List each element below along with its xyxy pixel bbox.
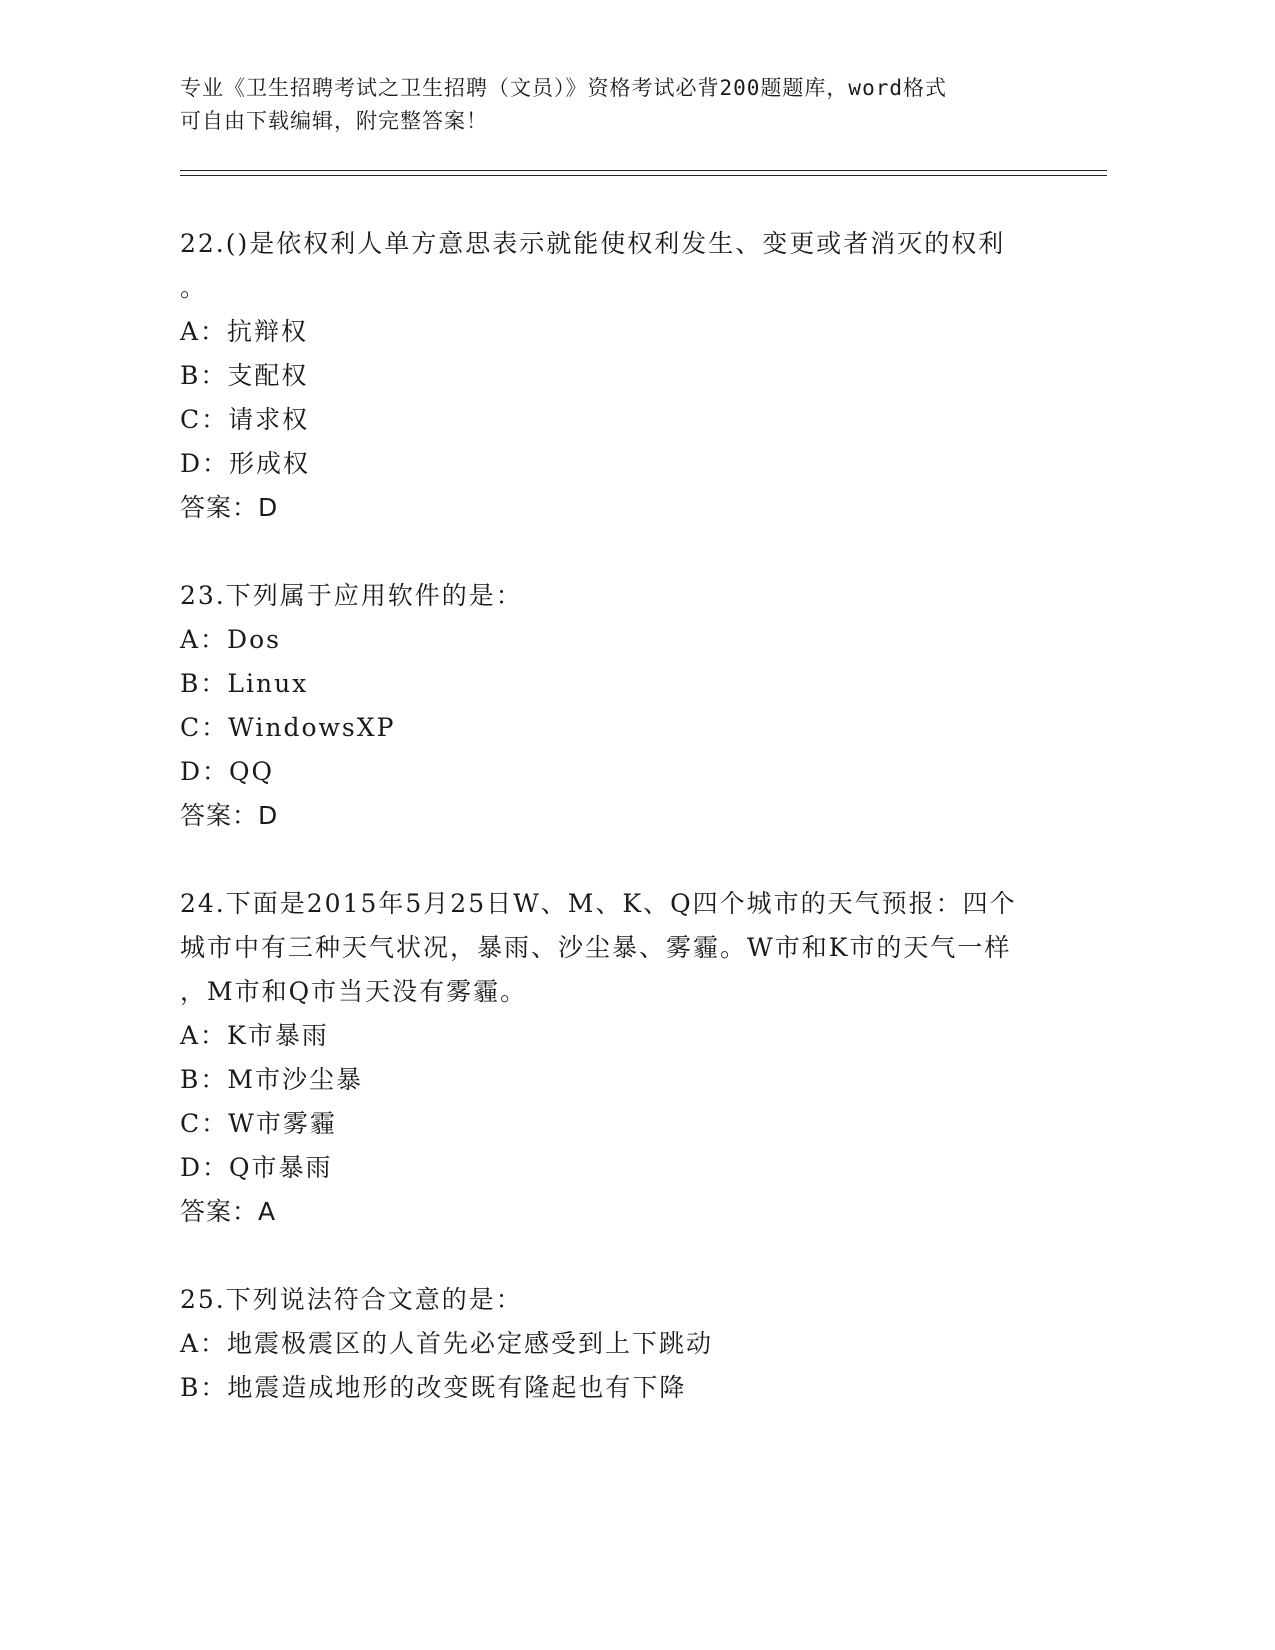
option-c: C：请求权	[180, 405, 310, 434]
option-a: A：Dos	[180, 625, 281, 654]
option-b: B：地震造成地形的改变既有隆起也有下降	[180, 1373, 687, 1402]
question-24	[180, 882, 1060, 1234]
option-c: C：W市雾霾	[180, 1109, 337, 1138]
header-line-1: 专业《卫生招聘考试之卫生招聘（文员）》资格考试必背200题题库，word格式	[180, 76, 947, 100]
question-23	[180, 574, 1060, 838]
option-d: D：形成权	[180, 449, 311, 478]
question-25	[180, 1278, 1060, 1410]
question-list	[180, 222, 1060, 1410]
header-rule-bottom	[180, 175, 1107, 176]
option-d: D：Q市暴雨	[180, 1153, 333, 1182]
spacer	[180, 530, 1060, 574]
option-b: B：M市沙尘暴	[180, 1065, 363, 1094]
spacer	[180, 1234, 1060, 1278]
option-a: A：抗辩权	[180, 317, 309, 346]
question-stem: 24.下面是2015年5月25日W、M、K、Q四个城市的天气预报：四个	[180, 889, 1017, 918]
option-a: A：K市暴雨	[180, 1021, 329, 1050]
option-a: A：地震极震区的人首先必定感受到上下跳动	[180, 1329, 714, 1358]
option-b: B：Linux	[180, 669, 309, 698]
answer: 答案：D	[180, 801, 279, 830]
question-stem: 。	[180, 273, 208, 302]
option-d: D：QQ	[180, 757, 275, 786]
answer: 答案：D	[180, 493, 279, 522]
question-stem: 22.()是依权利人单方意思表示就能使权利发生、变更或者消灭的权利	[180, 229, 1006, 258]
option-b: B：支配权	[180, 361, 309, 390]
question-stem: 城市中有三种天气状况，暴雨、沙尘暴、雾霾。W市和K市的天气一样	[180, 933, 1012, 962]
answer: 答案：A	[180, 1197, 277, 1226]
question-stem: 25.下列说法符合文意的是：	[180, 1285, 523, 1314]
spacer	[180, 838, 1060, 882]
header-line-2: 可自由下载编辑，附完整答案！	[180, 109, 488, 133]
document-header	[180, 72, 1060, 138]
question-stem: ，M市和Q市当天没有雾霾。	[180, 977, 528, 1006]
header-rule-top	[180, 170, 1107, 171]
question-22	[180, 222, 1060, 530]
question-stem: 23.下列属于应用软件的是：	[180, 581, 523, 610]
option-c: C：WindowsXP	[180, 713, 396, 742]
